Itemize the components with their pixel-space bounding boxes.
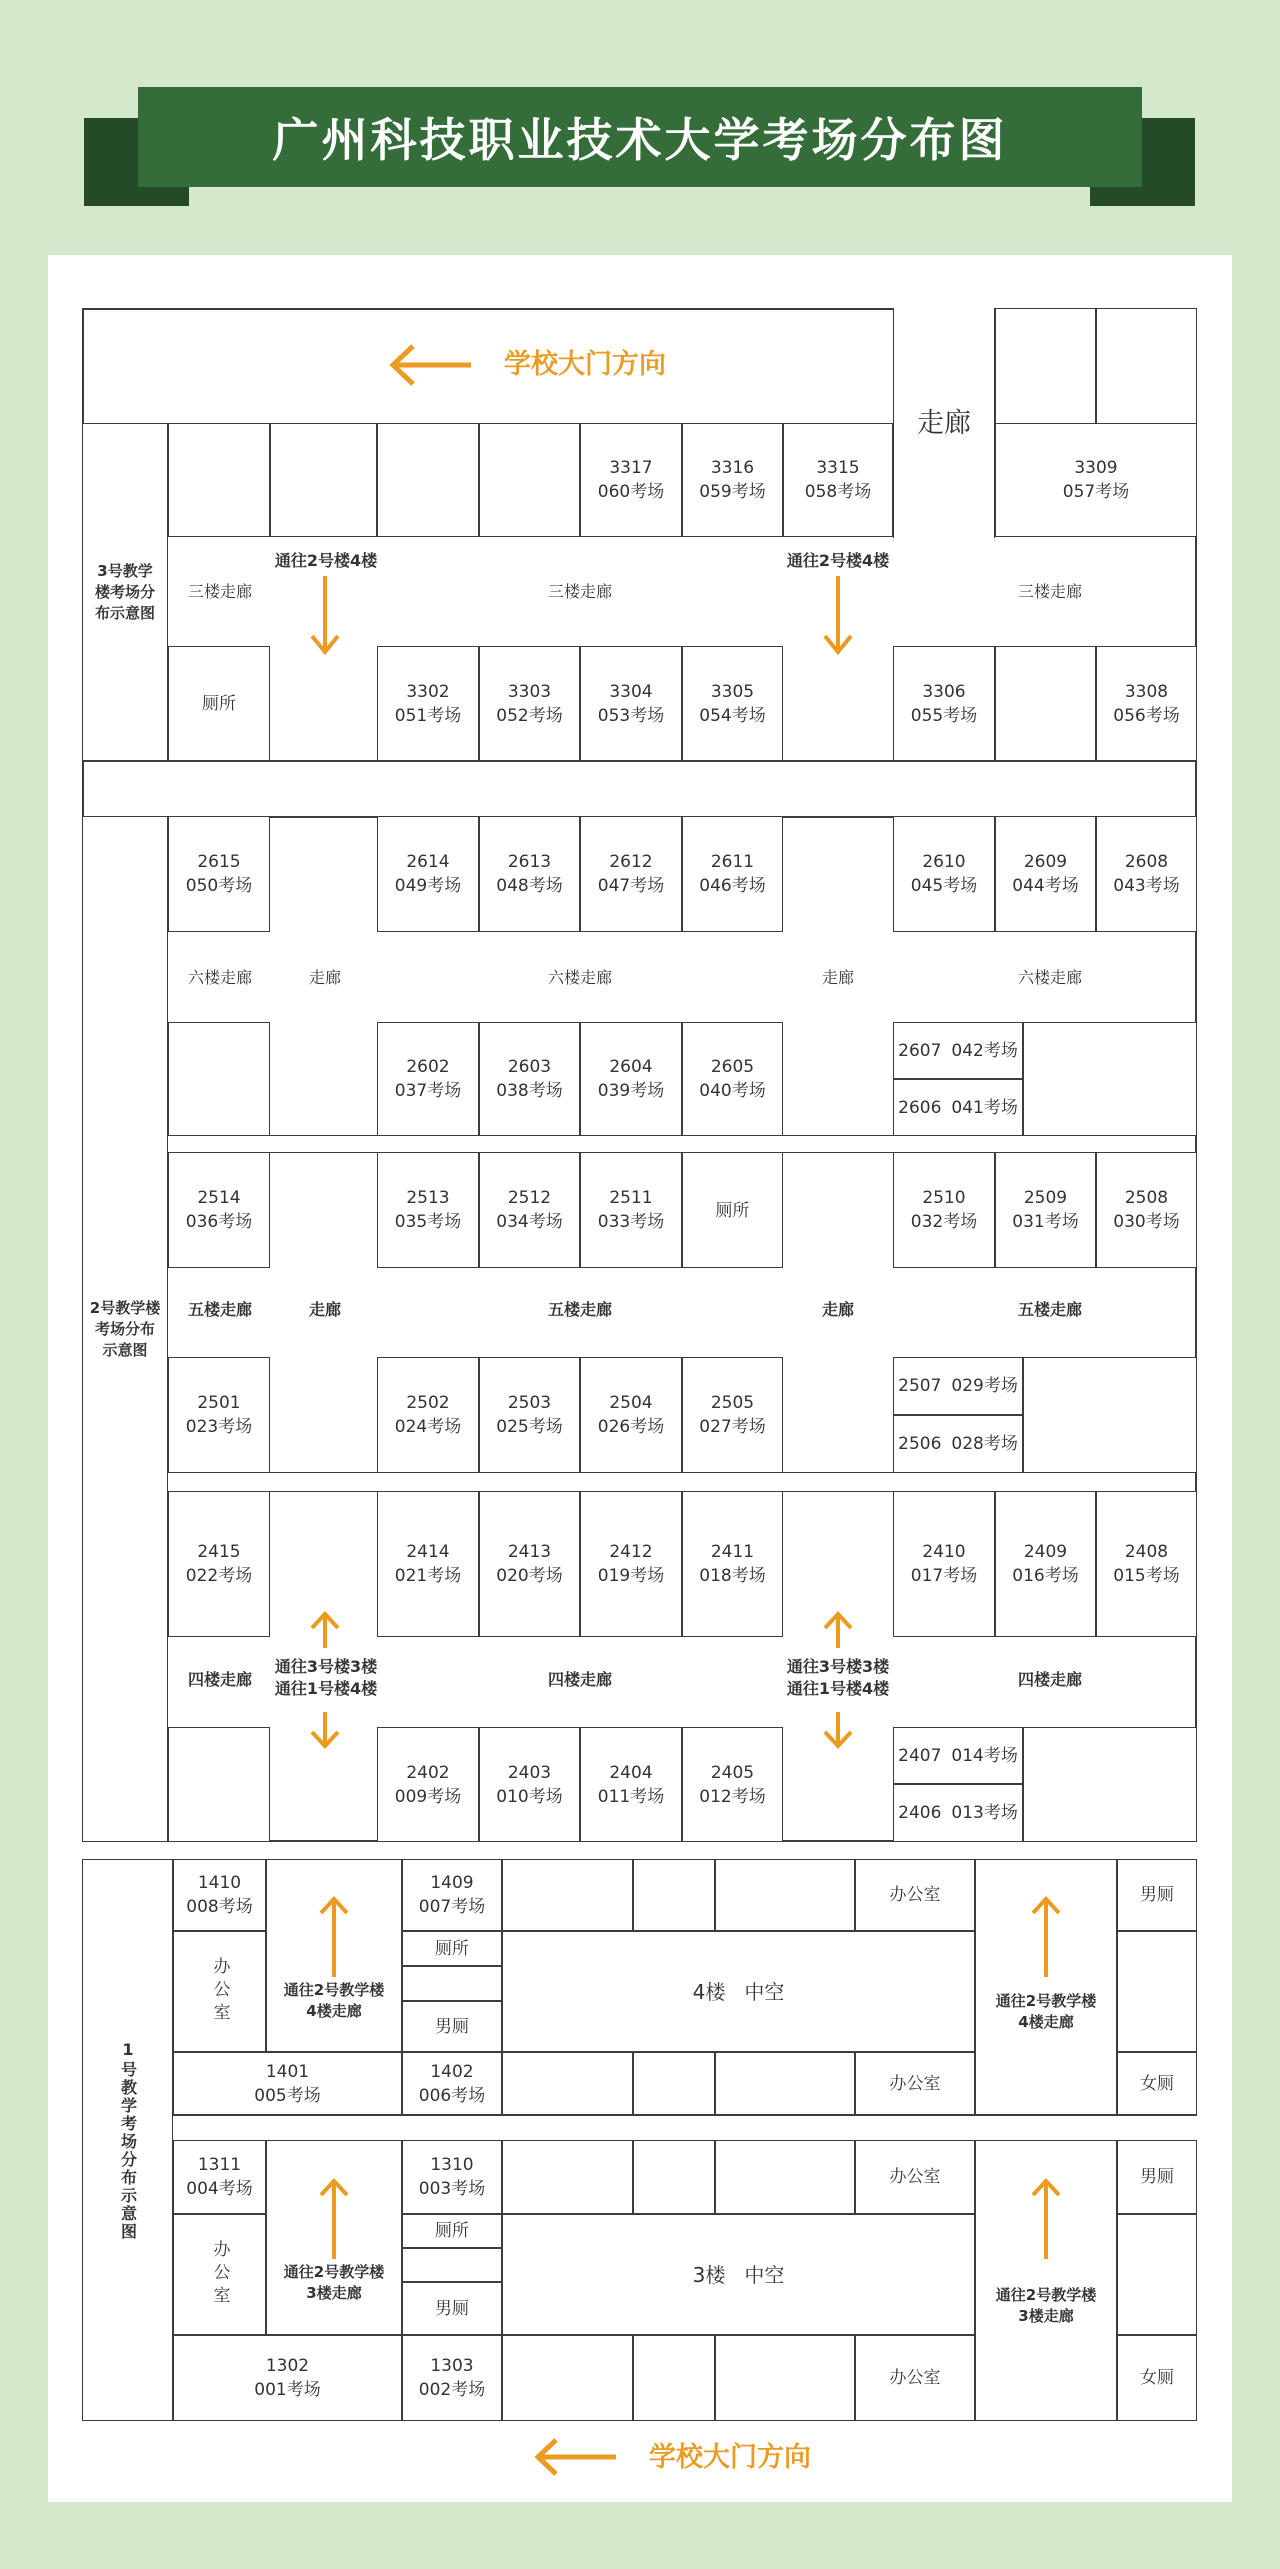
corridor-label-5f: 五楼走廊	[187, 1300, 252, 1319]
arrow-down-icon	[823, 574, 853, 658]
exam-room-1409: 1409 007考场	[402, 1859, 502, 1931]
building-2-label-cell	[82, 816, 168, 1842]
exam-room-2509: 2509 031考场	[995, 1152, 1096, 1268]
toilet-1f-3: 厕所	[402, 2214, 502, 2248]
building-3-label: 3号教学楼考场分布示意图	[94, 561, 155, 622]
room-blank	[995, 308, 1096, 424]
room-blank	[502, 2140, 633, 2214]
exam-room-2613: 2613 048考场	[479, 816, 580, 932]
corridor-label-5f: 五楼走廊	[547, 1300, 612, 1319]
corridor-label-3f: 三楼走廊	[547, 582, 612, 601]
room-blank	[633, 2335, 715, 2421]
exam-room-2412: 2412 019考场	[580, 1491, 682, 1637]
arrow-left-icon	[530, 2435, 620, 2479]
toilet-1f-4: 厕所	[402, 1931, 502, 1966]
corridor-label-3f: 三楼走廊	[187, 582, 252, 601]
office: 办公室	[855, 1859, 975, 1931]
exam-room-2407: 2407 014考场	[893, 1727, 1023, 1784]
room-blank	[1117, 1931, 1197, 2052]
to-building-3-and-1-left: 通往3号楼3楼 通往1号楼4楼	[274, 1657, 378, 1698]
arrow-up-icon	[1031, 2177, 1061, 2261]
page-title: 广州科技职业技术大学考场分布图	[138, 87, 1142, 187]
stairs-to-building-2-3f-right: 通往2号教学楼 3楼走廊	[975, 2140, 1117, 2421]
arrow-up-icon	[319, 1895, 349, 1979]
stairs-to-building-2-3f: 通往2号教学楼 3楼走廊	[266, 2140, 402, 2335]
floor-divider	[173, 2115, 1197, 2141]
room-blank	[168, 1022, 270, 1136]
male-toilet: 男厕	[402, 2001, 502, 2052]
exam-room-2615: 2615 050考场	[168, 816, 270, 932]
male-toilet: 男厕	[402, 2282, 502, 2335]
exam-room-2508: 2508 030考场	[1096, 1152, 1197, 1268]
room-blank	[377, 423, 479, 537]
corridor-label-3f: 三楼走廊	[1017, 582, 1082, 601]
toilet-5f: 厕所	[682, 1152, 783, 1268]
exam-room-2406: 2406 013考场	[893, 1784, 1023, 1842]
exam-room-2506: 2506 028考场	[893, 1415, 1023, 1473]
corridor-big-label: 走廊	[917, 408, 971, 439]
room-blank	[633, 2052, 715, 2115]
exam-room-2513: 2513 035考场	[377, 1152, 479, 1268]
arrow-up-icon	[319, 2177, 349, 2261]
building-1-label: 1号教学考场分布示意图	[118, 2039, 138, 2241]
room-blank	[502, 1859, 633, 1931]
exam-room-2405: 2405 012考场	[682, 1727, 783, 1842]
exam-room-3303: 3303 052考场	[479, 646, 580, 761]
exam-room-1303: 1303 002考场	[402, 2335, 502, 2421]
arrow-up-icon	[823, 1610, 853, 1650]
atrium-4f: 4楼 中空	[502, 1931, 975, 2052]
room-blank	[1117, 2214, 1197, 2335]
corridor-label-4f: 四楼走廊	[547, 1670, 612, 1689]
exam-room-1311: 1311 004考场	[173, 2140, 266, 2214]
room-blank	[402, 1966, 502, 2001]
exam-room-3305: 3305 054考场	[682, 646, 783, 761]
male-toilet: 男厕	[1117, 2140, 1197, 2214]
room-blank	[715, 1859, 855, 1931]
exam-room-2511: 2511 033考场	[580, 1152, 682, 1268]
room-blank	[502, 2052, 633, 2115]
exam-room-1402: 1402 006考场	[402, 2052, 502, 2115]
room-blank	[1023, 1727, 1197, 1842]
female-toilet: 女厕	[1117, 2052, 1197, 2115]
office: 办公室	[855, 2335, 975, 2421]
divider	[82, 760, 1197, 762]
exam-room-2605: 2605 040考场	[682, 1022, 783, 1136]
exam-room-2408: 2408 015考场	[1096, 1491, 1197, 1637]
exam-room-2503: 2503 025考场	[479, 1357, 580, 1473]
exam-room-2604: 2604 039考场	[580, 1022, 682, 1136]
exam-room-2507: 2507 029考场	[893, 1357, 1023, 1415]
exam-room-2404: 2404 011考场	[580, 1727, 682, 1842]
exam-room-2411: 2411 018考场	[682, 1491, 783, 1637]
corridor-label: 走廊	[308, 968, 341, 987]
to-building-3-and-1-right: 通往3号楼3楼 通往1号楼4楼	[786, 1657, 890, 1698]
exam-room-3316: 3316 059考场	[682, 423, 783, 537]
exam-room-2612: 2612 047考场	[580, 816, 682, 932]
exam-room-3302: 3302 051考场	[377, 646, 479, 761]
building-1-label-cell	[82, 1859, 173, 2421]
exam-room-2514: 2514 036考场	[168, 1152, 270, 1268]
room-blank	[479, 423, 580, 537]
room-blank	[715, 2335, 855, 2421]
corridor-label-4f: 四楼走廊	[1017, 1670, 1082, 1689]
room-blank	[270, 423, 377, 537]
male-toilet: 男厕	[1117, 1859, 1197, 1931]
room-blank	[1023, 1357, 1197, 1473]
exam-room-2505: 2505 027考场	[682, 1357, 783, 1473]
corridor-label-4f: 四楼走廊	[187, 1670, 252, 1689]
exam-room-3317: 3317 060考场	[580, 423, 682, 537]
gate-direction-label-bottom: 学校大门方向	[649, 2442, 811, 2473]
room-blank	[1023, 1022, 1197, 1136]
arrow-up-icon	[1031, 1895, 1061, 1979]
office-vertical: 办公室	[173, 1931, 266, 2052]
exam-room-2403: 2403 010考场	[479, 1727, 580, 1842]
room-blank	[168, 1727, 270, 1842]
exam-room-1410: 1410 008考场	[173, 1859, 266, 1931]
exam-room-2608: 2608 043考场	[1096, 816, 1197, 932]
exam-room-2410: 2410 017考场	[893, 1491, 995, 1637]
corridor-label-6f: 六楼走廊	[547, 968, 612, 987]
stairs-to-building-2-4f: 通往2号教学楼 4楼走廊	[266, 1859, 402, 2052]
to-building-2-floor-4-left: 通往2号楼4楼	[274, 551, 378, 570]
gate-direction-label: 学校大门方向	[504, 349, 666, 380]
exam-room-2602: 2602 037考场	[377, 1022, 479, 1136]
corridor-label: 走廊	[821, 1300, 854, 1319]
to-building-2-floor-4-right: 通往2号楼4楼	[786, 551, 890, 570]
room-blank	[715, 2140, 855, 2214]
exam-room-2614: 2614 049考场	[377, 816, 479, 932]
exam-room-3309: 3309 057考场	[995, 423, 1197, 537]
exam-room-2609: 2609 044考场	[995, 816, 1096, 932]
exam-room-2501: 2501 023考场	[168, 1357, 270, 1473]
exam-room-2415: 2415 022考场	[168, 1491, 270, 1637]
exam-room-2603: 2603 038考场	[479, 1022, 580, 1136]
room-blank	[715, 2052, 855, 2115]
arrow-left-icon	[385, 340, 475, 390]
office: 办公室	[855, 2052, 975, 2115]
room-blank	[995, 646, 1096, 761]
arrow-down-icon	[310, 574, 340, 658]
arrow-up-icon	[310, 1610, 340, 1650]
exam-room-2402: 2402 009考场	[377, 1727, 479, 1842]
exam-room-2610: 2610 045考场	[893, 816, 995, 932]
exam-room-2414: 2414 021考场	[377, 1491, 479, 1637]
room-blank	[168, 423, 270, 537]
stairs-to-building-2-4f-right: 通往2号教学楼 4楼走廊	[975, 1859, 1117, 2115]
exam-room-2510: 2510 032考场	[893, 1152, 995, 1268]
exam-room-3304: 3304 053考场	[580, 646, 682, 761]
room-blank	[502, 2335, 633, 2421]
exam-room-2504: 2504 026考场	[580, 1357, 682, 1473]
building-3-label-cell	[82, 423, 168, 761]
exam-room-2512: 2512 034考场	[479, 1152, 580, 1268]
room-blank	[633, 1859, 715, 1931]
arrow-down-icon	[310, 1710, 340, 1752]
arrow-down-icon	[823, 1710, 853, 1752]
room-blank	[402, 2248, 502, 2282]
exam-room-2502: 2502 024考场	[377, 1357, 479, 1473]
corridor-label: 走廊	[308, 1300, 341, 1319]
corridor-label: 走廊	[821, 968, 854, 987]
corridor-label-6f: 六楼走廊	[1017, 968, 1082, 987]
exam-room-1302: 1302 001考场	[173, 2335, 402, 2421]
corridor-label-5f: 五楼走廊	[1017, 1300, 1082, 1319]
room-blank	[633, 2140, 715, 2214]
toilet-3f: 厕所	[168, 646, 270, 761]
corridor-label-6f: 六楼走廊	[187, 968, 252, 987]
office: 办公室	[855, 2140, 975, 2214]
exam-room-2607: 2607 042考场	[893, 1022, 1023, 1079]
female-toilet: 女厕	[1117, 2335, 1197, 2421]
floor-divider	[168, 1135, 1197, 1153]
exam-room-2611: 2611 046考场	[682, 816, 783, 932]
exam-room-3308: 3308 056考场	[1096, 646, 1197, 761]
exam-room-2409: 2409 016考场	[995, 1491, 1096, 1637]
atrium-3f: 3楼 中空	[502, 2214, 975, 2335]
floor-divider	[168, 1472, 1197, 1492]
exam-room-1401: 1401 005考场	[173, 2052, 402, 2115]
exam-room-3315: 3315 058考场	[783, 423, 893, 537]
exam-room-2606: 2606 041考场	[893, 1079, 1023, 1136]
exam-room-1310: 1310 003考场	[402, 2140, 502, 2214]
office-vertical: 办公室	[173, 2214, 266, 2335]
exam-room-3306: 3306 055考场	[893, 646, 995, 761]
building-2-label: 2号教学楼考场分布示意图	[89, 1298, 161, 1359]
exam-room-2413: 2413 020考场	[479, 1491, 580, 1637]
room-blank	[1096, 308, 1197, 424]
